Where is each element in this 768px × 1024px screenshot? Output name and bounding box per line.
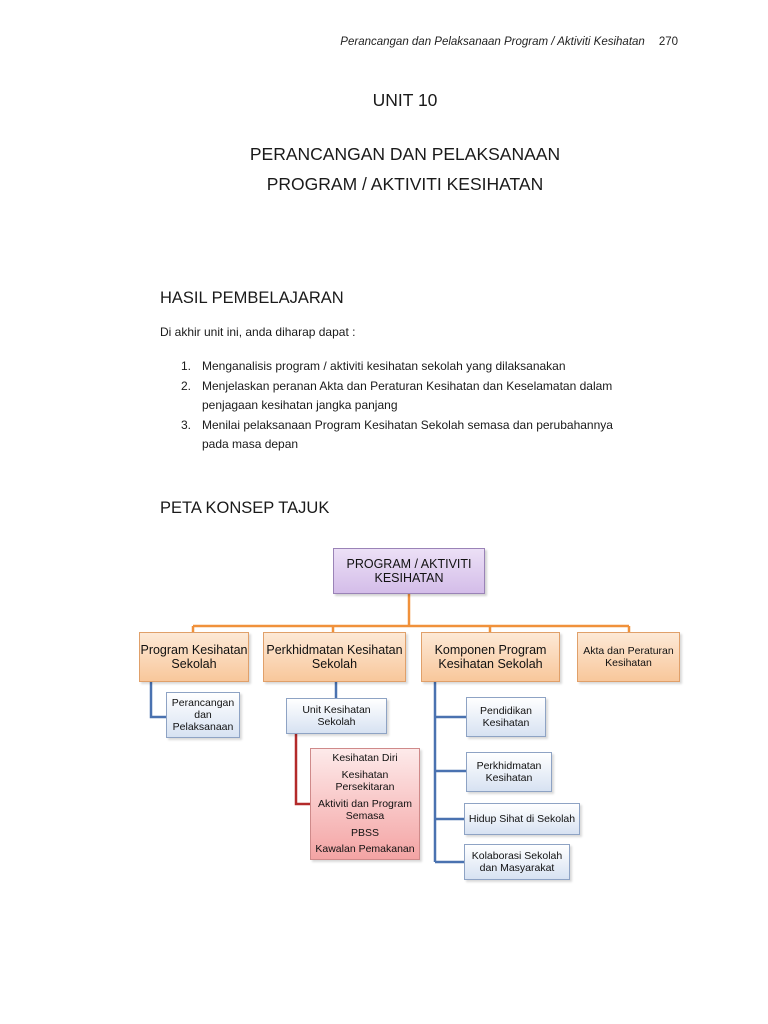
list-item: Kawalan Pemakanan (315, 843, 415, 856)
list-item: Aktiviti dan Program Semasa (318, 797, 412, 823)
unit-title-line2: PROGRAM / AKTIVITI KESIHATAN (266, 174, 544, 194)
concept-map-heading: PETA KONSEP TAJUK (160, 499, 330, 517)
node-unit-activity-list (310, 748, 420, 860)
running-title: Perancangan dan Pelaksanaan Program / Aktiviti Kesihatan (340, 36, 645, 48)
list-item: 2. Menjelaskan peranan Akta dan Peraturan Kesihatan dan Keselamatan dalam penjagaan kesihatan jangka panjang (181, 378, 613, 412)
node-perkhidmatan-kesihatan-sekolah: Perkhidmatan Kesihatan Sekolah (263, 632, 406, 682)
node-hidup-sihat: Hidup Sihat di Sekolah (464, 803, 580, 835)
node-komponen-program: Komponen Program Kesihatan Sekolah (421, 632, 560, 682)
node-unit-kesihatan-sekolah: Unit Kesihatan Sekolah (286, 698, 387, 734)
node-kolaborasi: Kolaborasi Sekolah dan Masyarakat (464, 844, 570, 880)
unit-label: UNIT 10 (372, 90, 438, 110)
node-perkhidmatan-kesihatan: Perkhidmatan Kesihatan (466, 752, 552, 792)
concept-root-node: PROGRAM / AKTIVITI KESIHATAN (333, 548, 485, 594)
list-item: 1. Menganalisis program / aktiviti kesihatan sekolah yang dilaksanakan (181, 359, 566, 373)
list-item: Kesihatan Diri (332, 751, 398, 764)
page-number: 270 (658, 36, 678, 48)
list-item: PBSS (350, 826, 379, 839)
node-perancangan-pelaksanaan: Perancangan dan Pelaksanaan (166, 692, 240, 738)
node-program-kesihatan-sekolah: Program Kesihatan Sekolah (139, 632, 249, 682)
learning-outcomes-intro: Di akhir unit ini, anda diharap dapat : (160, 325, 356, 339)
list-item: 3. Menilai pelaksanaan Program Kesihatan Sekolah semasa dan perubahannya pada masa depan (181, 417, 613, 451)
learning-outcomes-heading: HASIL PEMBELAJARAN (160, 289, 344, 307)
node-akta-peraturan: Akta dan Peraturan Kesihatan (577, 632, 680, 682)
node-pendidikan-kesihatan: Pendidikan Kesihatan (466, 697, 546, 737)
unit-title-line1: PERANCANGAN DAN PELAKSANAAN (249, 144, 561, 164)
list-item: Kesihatan Persekitaran (335, 768, 395, 794)
